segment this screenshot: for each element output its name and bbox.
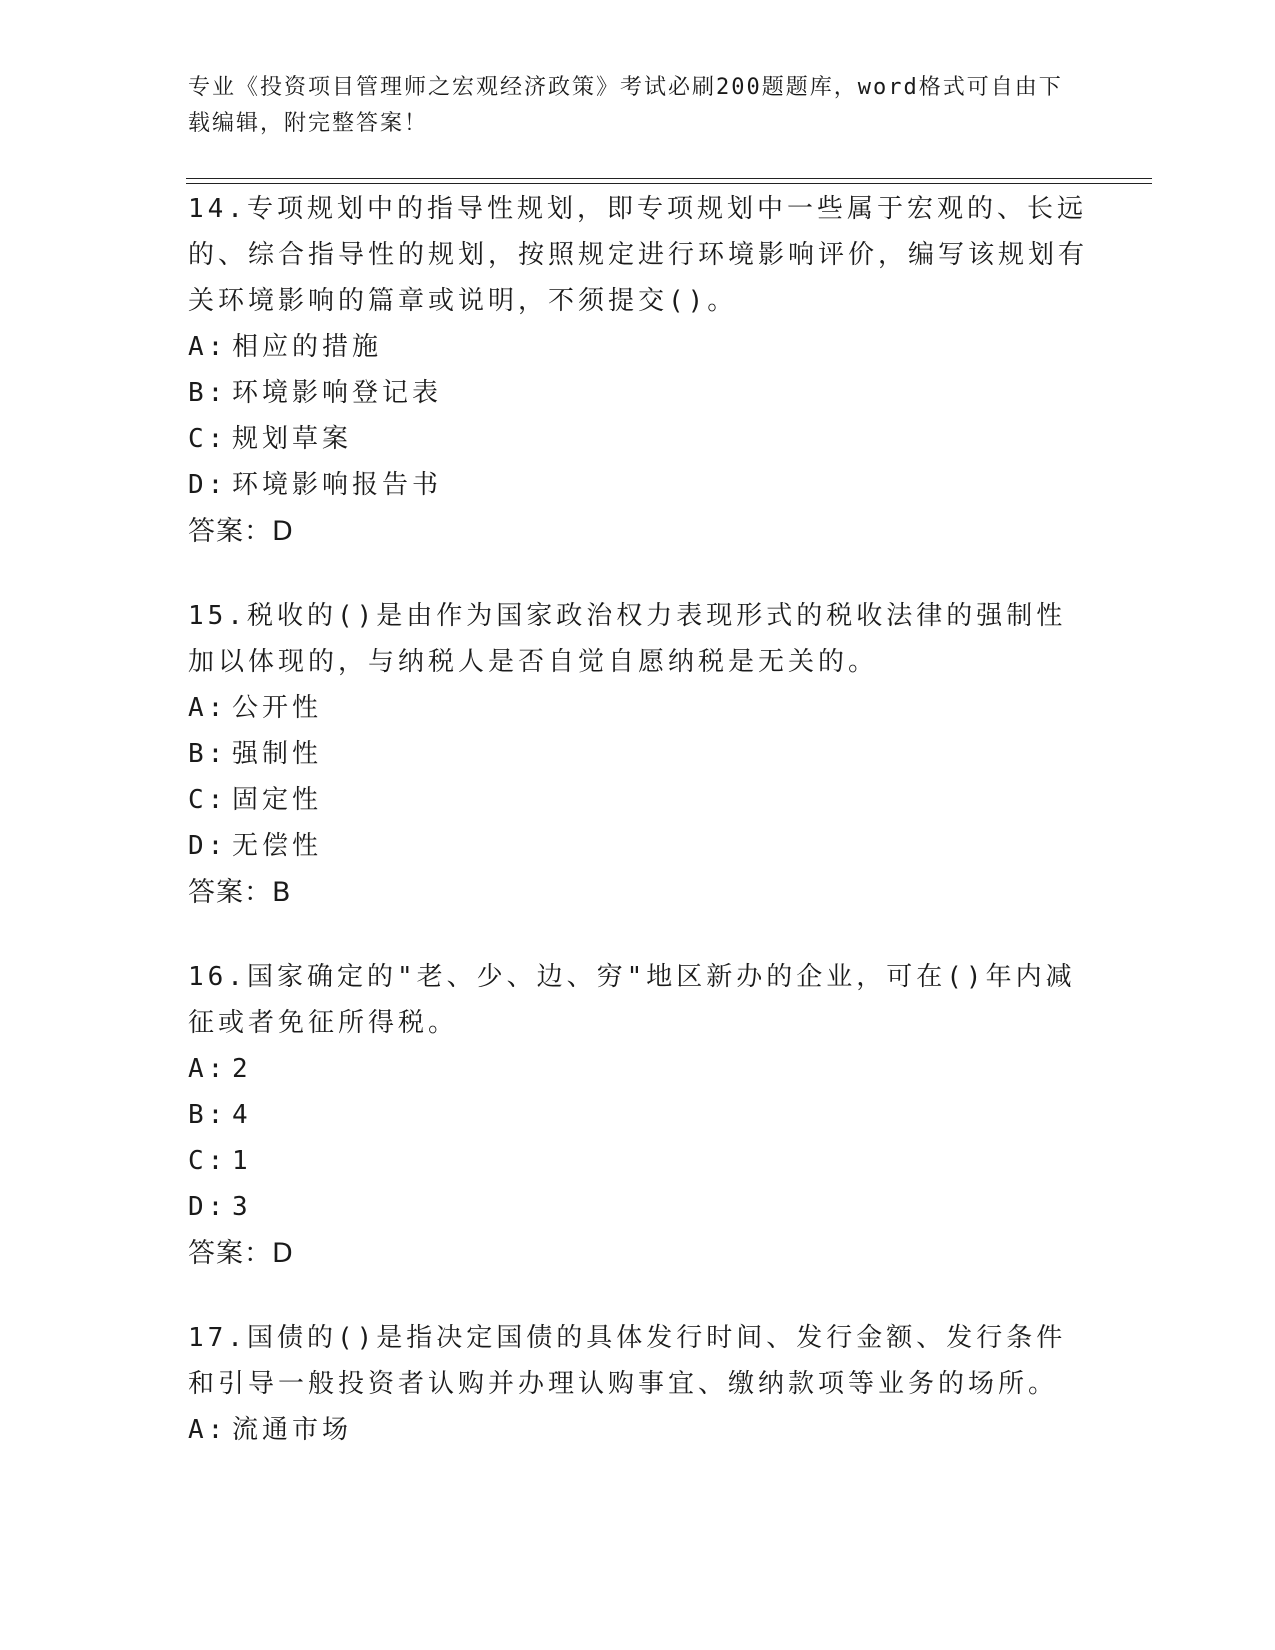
question-17 [188,1315,1088,1453]
question-list [188,186,1088,1491]
option-letter: A: [188,332,228,362]
option-letter: D: [188,470,228,500]
option-text: 流通市场 [232,1415,353,1445]
option-letter: C: [188,1146,228,1176]
header-divider-top [186,178,1152,179]
question-stem: 16.国家确定的"老、少、边、穷"地区新办的企业，可在()年内减征或者免征所得税。 [188,962,1076,1038]
answer-line: 答案：B [188,877,292,908]
option-text: 强制性 [232,739,323,769]
question-15 [188,593,1088,916]
question-14 [188,186,1088,555]
option-text: 公开性 [232,693,323,723]
option-a [188,324,1088,370]
option-letter: A: [188,1415,228,1445]
option-text: 3 [232,1192,252,1222]
option-a [188,1046,1088,1092]
option-text: 无偿性 [232,831,323,861]
option-letter: D: [188,1192,228,1222]
option-letter: B: [188,739,228,769]
option-letter: A: [188,693,228,723]
option-text: 4 [232,1100,252,1130]
answer-line: 答案：D [188,516,294,547]
option-text: 固定性 [232,785,323,815]
option-a [188,685,1088,731]
option-a [188,1407,1088,1453]
option-letter: C: [188,424,228,454]
option-text: 2 [232,1054,252,1084]
question-stem: 14.专项规划中的指导性规划，即专项规划中一些属于宏观的、长远的、综合指导性的规划，按照规定进行环境影响评价，编写该规划有关环境影响的篇章或说明，不须提交()。 [188,194,1089,316]
option-text: 环境影响报告书 [232,470,443,500]
option-d [188,462,1088,508]
option-text: 环境影响登记表 [232,378,443,408]
option-letter: B: [188,1100,228,1130]
option-letter: C: [188,785,228,815]
option-d [188,1184,1088,1230]
question-stem: 15.税收的()是由作为国家政治权力表现形式的税收法律的强制性加以体现的，与纳税人是否自觉自愿纳税是无关的。 [188,601,1067,677]
option-letter: A: [188,1054,228,1084]
question-16 [188,954,1088,1277]
option-b [188,1092,1088,1138]
answer-line: 答案：D [188,1238,294,1269]
option-d [188,823,1088,869]
option-b [188,731,1088,777]
option-letter: B: [188,378,228,408]
option-text: 相应的措施 [232,332,383,362]
question-stem: 17.国债的()是指决定国债的具体发行时间、发行金额、发行条件和引导一般投资者认购并办理认购事宜、缴纳款项等业务的场所。 [188,1323,1067,1399]
option-b [188,370,1088,416]
document-header: 专业《投资项目管理师之宏观经济政策》考试必刷200题题库，word格式可自由下载编辑，附完整答案！ [188,75,1063,136]
option-c [188,1138,1088,1184]
option-text: 规划草案 [232,424,353,454]
header-divider-bottom [186,183,1152,184]
option-c [188,777,1088,823]
option-c [188,416,1088,462]
option-letter: D: [188,831,228,861]
option-text: 1 [232,1146,252,1176]
